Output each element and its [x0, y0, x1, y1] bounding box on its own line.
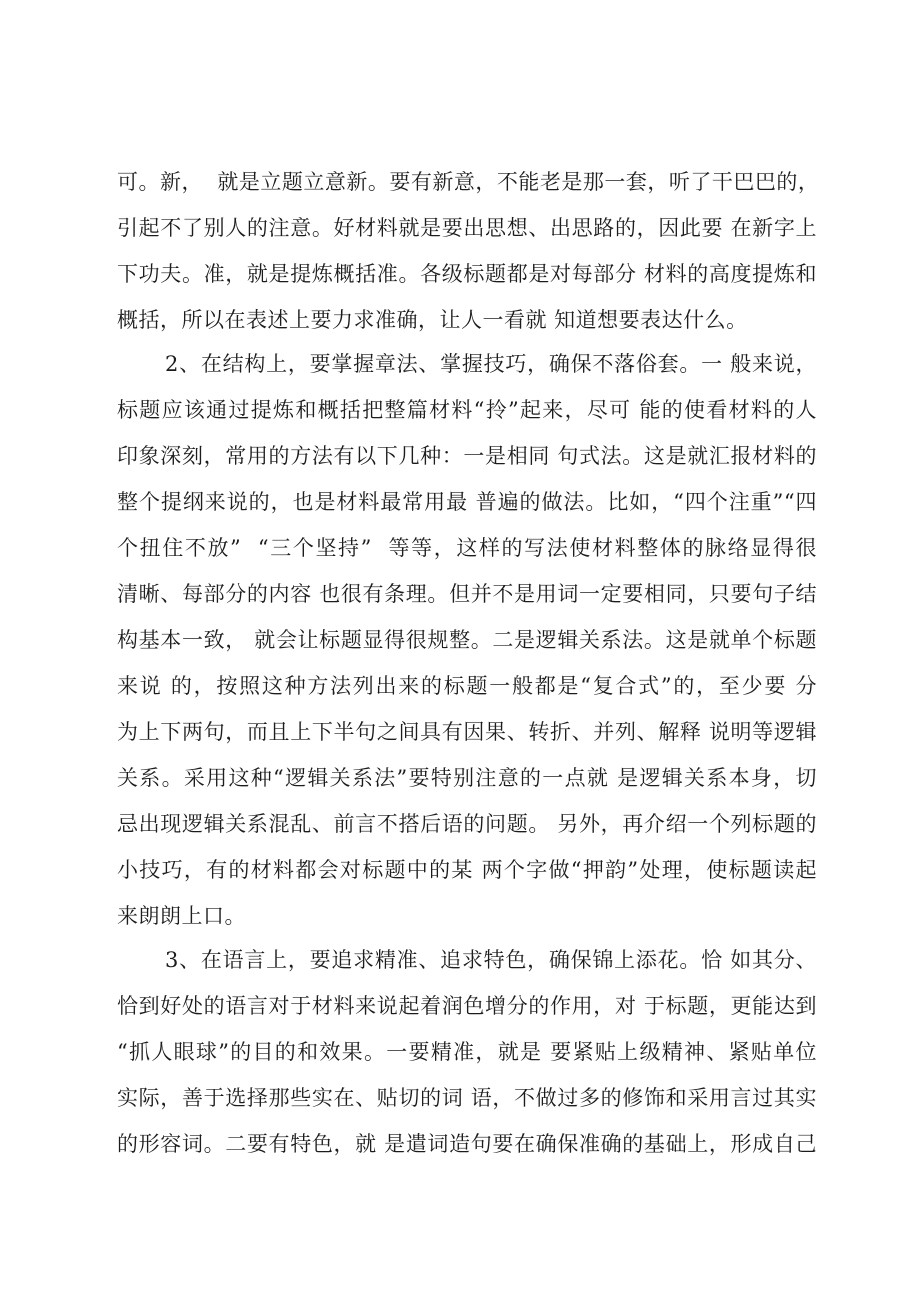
text-line: 引起不了别人的注意。好材料就是要出思想、出思路的，因此要 在新字上: [117, 216, 817, 240]
text-line: 下功夫。准，就是提炼概括准。各级标题都是对每部分 材料的高度提炼和: [117, 262, 817, 286]
paragraph-start-line: 2、在结构上，要掌握章法、掌握技巧，确保不落俗套。一 般来说，: [165, 352, 817, 376]
text-line: 标题应该通过提炼和概括把整篇材料“拎”起来，尽可 能的使看材料的人: [117, 398, 817, 422]
text-line: 关系。采用这种“逻辑关系法”要特别注意的一点就 是逻辑关系本身，切: [117, 766, 817, 790]
text-line: 整个提纲来说的，也是材料最常用最 普遍的做法。比如，“四个注重”“四: [117, 490, 817, 514]
paragraph-start-line: 3、在语言上，要追求精准、追求特色，确保锦上添花。恰 如其分、: [165, 948, 817, 972]
text-line: 来说 的，按照这种方法列出来的标题一般都是“复合式”的，至少要 分: [117, 674, 817, 698]
text-line: 实际，善于选择那些实在、贴切的词 语，不做过多的修饰和采用言过其实: [117, 1086, 817, 1110]
text-line: 恰到好处的语言对于材料来说起着润色增分的作用，对 于标题，更能达到: [117, 994, 817, 1018]
text-line: 清晰、每部分的内容 也很有条理。但并不是用词一定要相同，只要句子结: [117, 582, 817, 606]
text-line: 小技巧，有的材料都会对标题中的某 两个字做“押韵”处理，使标题读起: [117, 858, 817, 882]
text-line: 构基本一致， 就会让标题显得很规整。二是逻辑关系法。这是就单个标题: [117, 628, 817, 652]
text-line: 来朗朗上口。: [117, 904, 246, 928]
text-line: 个扭住不放” “三个坚持” 等等，这样的写法使材料整体的脉络显得很: [117, 536, 817, 560]
text-line: 的形容词。二要有特色，就 是遣词造句要在确保准确的基础上，形成自己: [117, 1132, 817, 1156]
text-line: 概括，所以在表述上要力求准确，让人一看就 知道想要表达什么。: [117, 308, 748, 332]
text-line: 印象深刻，常用的方法有以下几种：一是相同 句式法。这是就汇报材料的: [117, 444, 817, 468]
text-line: 为上下两句，而且上下半句之间具有因果、转折、并列、解释 说明等逻辑: [117, 720, 817, 744]
text-line: 可。新， 就是立题立意新。要有新意，不能老是那一套，听了干巴巴的，: [117, 170, 820, 194]
text-line: “抓人眼球”的目的和效果。一要精准，就是 要紧贴上级精神、紧贴单位: [117, 1040, 817, 1064]
text-line: 忌出现逻辑关系混乱、前言不搭后语的问题。 另外，再介绍一个列标题的: [117, 812, 817, 836]
